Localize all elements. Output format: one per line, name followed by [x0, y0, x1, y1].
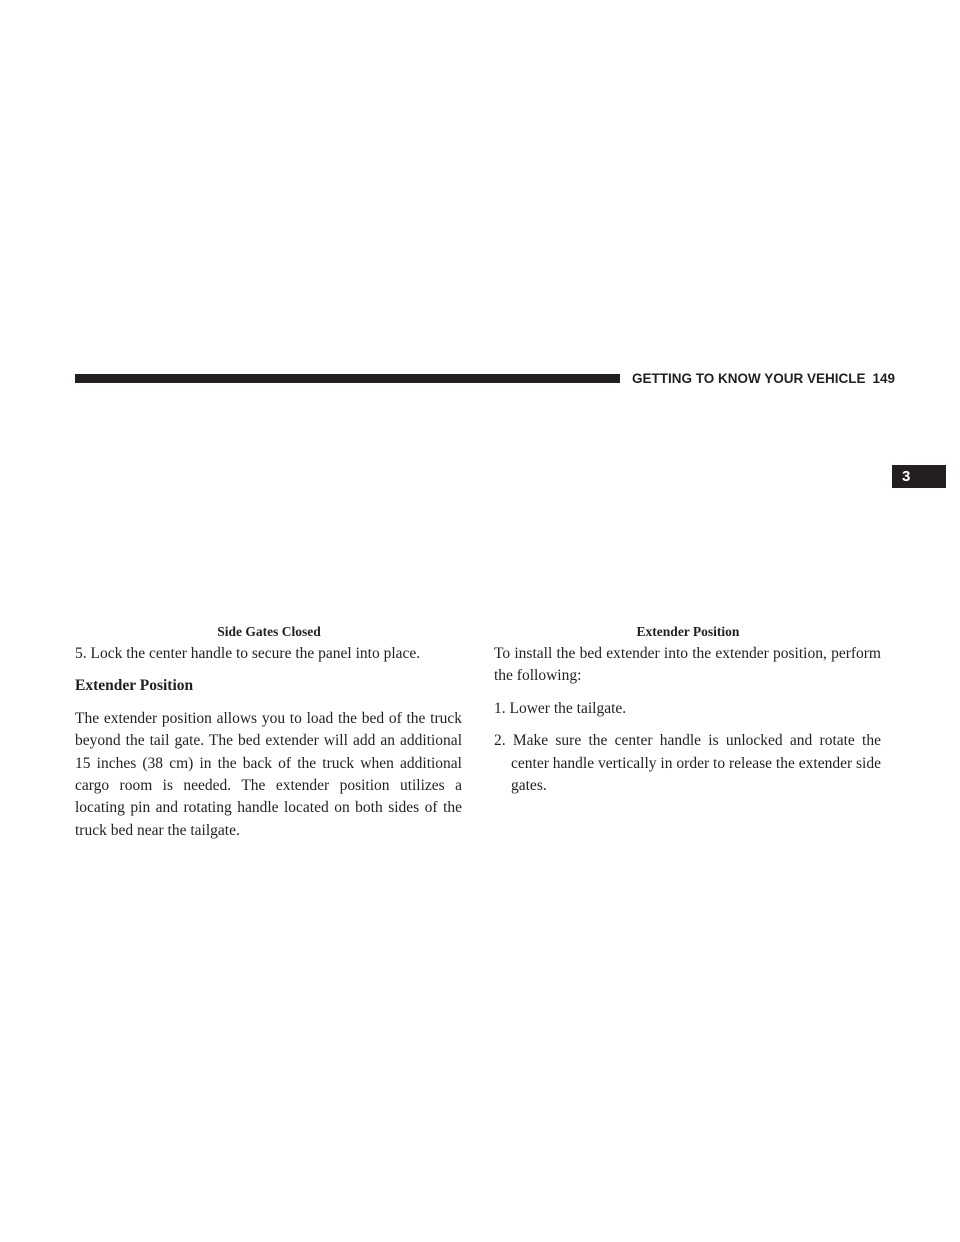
page-number: 149 — [872, 371, 896, 386]
step-2: 2. Make sure the center handle is unlocked and rotate the center handle vertically in order to release the extender side gates. — [494, 732, 881, 795]
header-rule — [75, 374, 620, 383]
figure-caption-left: Side Gates Closed — [217, 624, 321, 639]
figure-side-gates-closed — [75, 395, 462, 617]
section-title: GETTING TO KNOW YOUR VEHICLE — [632, 371, 866, 386]
step-5: 5. Lock the center handle to secure the panel into place. — [75, 645, 421, 662]
body-paragraph: The extender position allows you to load the bed of the truck beyond the tail gate. The bed extender will add an additional 15 inches (38 cm) in the back of the truck when additional cargo room is needed. The extender position utilizes a locating pin and rotating handle located on both sides of the truck bed near the tailgate. — [75, 709, 462, 839]
figure-extender-position — [494, 395, 881, 617]
left-column — [75, 643, 462, 842]
step-1: 1. Lower the tailgate. — [494, 699, 627, 717]
running-header — [632, 371, 895, 387]
right-column — [494, 643, 881, 797]
section-heading: Extender Position — [75, 677, 194, 695]
intro-paragraph: To install the bed extender into the extender position, perform the following: — [494, 645, 881, 685]
figure-caption-right: Extender Position — [636, 624, 740, 639]
chapter-tab: 3 — [892, 465, 946, 488]
